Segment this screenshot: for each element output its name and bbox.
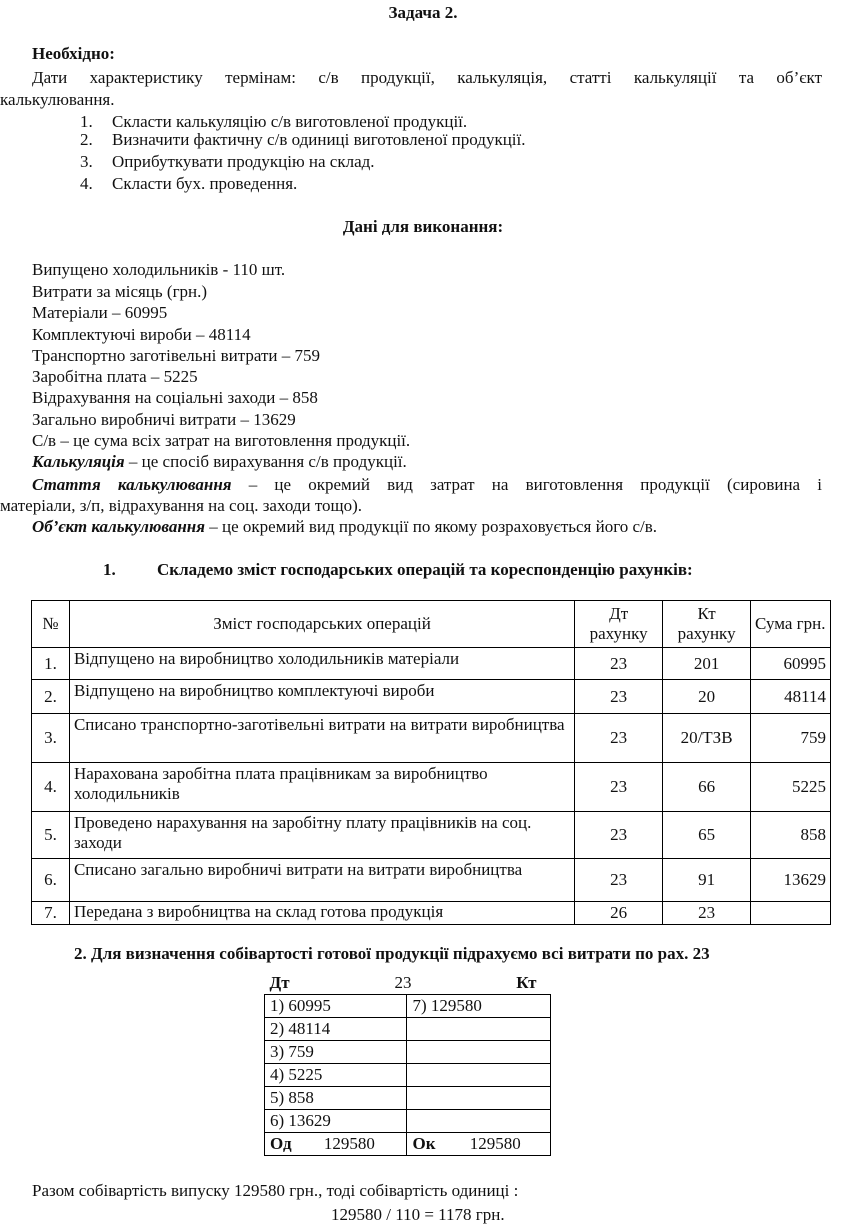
row-number: 4. [32, 763, 70, 812]
data-line: Комплектуючі вироби – 48114 [32, 325, 251, 344]
t-account-row [265, 1041, 551, 1064]
task-number: 3. [80, 152, 93, 171]
section-number: 1. [103, 560, 116, 579]
t-account-credit-entry: 7) 129580 [407, 995, 551, 1018]
t-account-credit-entry [407, 1041, 551, 1064]
task-item [80, 128, 526, 152]
t-account-row [265, 995, 551, 1018]
task-text: Скласти бух. проведення. [112, 174, 298, 193]
page-title: Задача 2. [388, 3, 458, 22]
header-credit: Кт рахунку [663, 601, 751, 648]
definition-calculation [32, 451, 407, 472]
task-number: 4. [80, 174, 93, 193]
row-sum [751, 902, 831, 925]
t-account-credit-entry [407, 1018, 551, 1041]
row-sum: 60995 [751, 648, 831, 680]
definition-text: – це спосіб вирахування с/в продукції. [124, 452, 407, 471]
table-row [32, 648, 831, 680]
section-1-heading [103, 559, 693, 581]
turnover-label: Од [270, 1134, 292, 1153]
table-row [32, 902, 831, 925]
row-credit: 23 [663, 902, 751, 925]
task-number: 2. [80, 130, 93, 149]
task-text: Оприбуткувати продукцію на склад. [112, 152, 375, 171]
t-account-23 [264, 972, 551, 1156]
row-number: 7. [32, 902, 70, 925]
data-heading: Дані для виконання: [342, 217, 504, 236]
row-sum: 13629 [751, 859, 831, 902]
definition-term: Об’єкт калькулювання [32, 517, 205, 536]
row-debit: 23 [575, 680, 663, 714]
row-debit: 23 [575, 812, 663, 859]
definition-term: Калькуляція [32, 452, 125, 471]
t-account-credit-turnover [407, 1133, 551, 1156]
header-content: Зміст господарських операцій [69, 601, 574, 648]
section-2-heading: 2. Для визначення собівартості готової продукції підрахуємо всі витрати по рах. 23 [74, 944, 710, 963]
turnover-value: 129580 [323, 1134, 375, 1153]
table-row [32, 859, 831, 902]
table-row [32, 763, 831, 812]
row-sum: 48114 [751, 680, 831, 714]
data-line: Транспортно заготівельні витрати – 759 [32, 346, 320, 365]
data-line: С/в – це сума всіх затрат на виготовлення продукції. [32, 431, 411, 450]
definition-term: Стаття калькулювання [32, 475, 232, 494]
definition-item [32, 474, 822, 495]
t-account-row [265, 1064, 551, 1087]
row-number: 2. [32, 680, 70, 714]
header-number: № [32, 601, 70, 648]
row-content: Нарахована заробітна плата працівникам за виробництво холодильників [69, 763, 574, 812]
row-content: Відпущено на виробництво комплектуючі вироби [69, 680, 574, 714]
t-account-debit-turnover [265, 1133, 407, 1156]
row-sum: 759 [751, 714, 831, 763]
row-number: 5. [32, 812, 70, 859]
t-account-debit-entry: 6) 13629 [265, 1110, 407, 1133]
t-account-header [265, 972, 551, 995]
table-row [32, 680, 831, 714]
row-number: 6. [32, 859, 70, 902]
definition-text: – це окремий вид затрат на виготовлення продукції (сировина і [231, 475, 822, 494]
row-debit: 23 [575, 714, 663, 763]
row-credit: 20/ТЗВ [663, 714, 751, 763]
t-account-credit-entry [407, 1110, 551, 1133]
task-text: Скласти калькуляцію с/в виготовленої продукції. [112, 112, 468, 131]
t-account-row [265, 1110, 551, 1133]
turnover-value: 129580 [469, 1134, 521, 1153]
table-header-row [32, 601, 831, 648]
row-credit: 91 [663, 859, 751, 902]
t-account-credit-entry [407, 1064, 551, 1087]
t-account-number: 23 [394, 973, 412, 992]
table-row [32, 812, 831, 859]
t-account-turnover-row [265, 1133, 551, 1156]
data-line: Випущено холодильників - 110 шт. [32, 260, 286, 279]
summary-line: Разом собівартість випуску 129580 грн., тоді собівартість одиниці : [32, 1181, 519, 1200]
row-content: Відпущено на виробництво холодильників матеріали [69, 648, 574, 680]
section-title: Складемо зміст господарських операцій та кореспонденцію рахунків: [157, 560, 693, 579]
formula-line: 129580 / 110 = 1178 грн. [331, 1205, 505, 1224]
turnover-label: Ок [412, 1134, 436, 1153]
row-debit: 23 [575, 859, 663, 902]
row-content: Списано транспортно-заготівельні витрати на витрати виробництва [69, 714, 574, 763]
t-account-debit-entry: 5) 858 [265, 1087, 407, 1110]
intro-line-1: Дати характеристику термінам: с/в продукції, калькуляція, статті калькуляції та об’єкт [32, 68, 822, 87]
definition-item-line-2: матеріали, з/п, відрахування на соц. заходи тощо). [0, 496, 363, 515]
row-sum: 5225 [751, 763, 831, 812]
t-account-debit-entry: 4) 5225 [265, 1064, 407, 1087]
row-credit: 65 [663, 812, 751, 859]
row-number: 1. [32, 648, 70, 680]
task-number: 1. [80, 112, 93, 131]
data-line: Заробітна плата – 5225 [32, 367, 198, 386]
header-sum: Сума грн. [751, 601, 831, 648]
t-account-credit-label: Кт [516, 973, 537, 992]
t-account-debit-label: Дт [269, 973, 290, 992]
t-account-credit-entry [407, 1087, 551, 1110]
intro-line-2: калькулювання. [0, 90, 115, 109]
t-account-row [265, 1018, 551, 1041]
data-line: Загально виробничі витрати – 13629 [32, 410, 296, 429]
t-account-debit-entry: 3) 759 [265, 1041, 407, 1064]
row-content: Проведено нарахування на заробітну плату працівників на соц. заходи [69, 812, 574, 859]
row-content: Списано загально виробничі витрати на витрати виробництва [69, 859, 574, 902]
row-content: Передана з виробництва на склад готова продукція [69, 902, 574, 925]
t-account-row [265, 1087, 551, 1110]
required-heading: Необхідно: [32, 44, 115, 63]
task-text: Визначити фактичну с/в одиниці виготовленої продукції. [112, 130, 526, 149]
row-credit: 201 [663, 648, 751, 680]
operations-table [31, 600, 831, 925]
data-line: Витрати за місяць (грн.) [32, 282, 208, 301]
t-account-debit-entry: 2) 48114 [265, 1018, 407, 1041]
data-line: Відрахування на соціальні заходи – 858 [32, 388, 318, 407]
t-account-debit-entry: 1) 60995 [265, 995, 407, 1018]
row-debit: 23 [575, 648, 663, 680]
row-credit: 20 [663, 680, 751, 714]
table-row [32, 714, 831, 763]
row-number: 3. [32, 714, 70, 763]
row-debit: 23 [575, 763, 663, 812]
data-line: Матеріали – 60995 [32, 303, 168, 322]
row-credit: 66 [663, 763, 751, 812]
task-item [80, 172, 297, 196]
definition-object [32, 516, 657, 537]
header-debit: Дт рахунку [575, 601, 663, 648]
row-sum: 858 [751, 812, 831, 859]
task-item [80, 150, 375, 174]
row-debit: 26 [575, 902, 663, 925]
definition-text: – це окремий вид продукції по якому розраховується його с/в. [204, 517, 658, 536]
